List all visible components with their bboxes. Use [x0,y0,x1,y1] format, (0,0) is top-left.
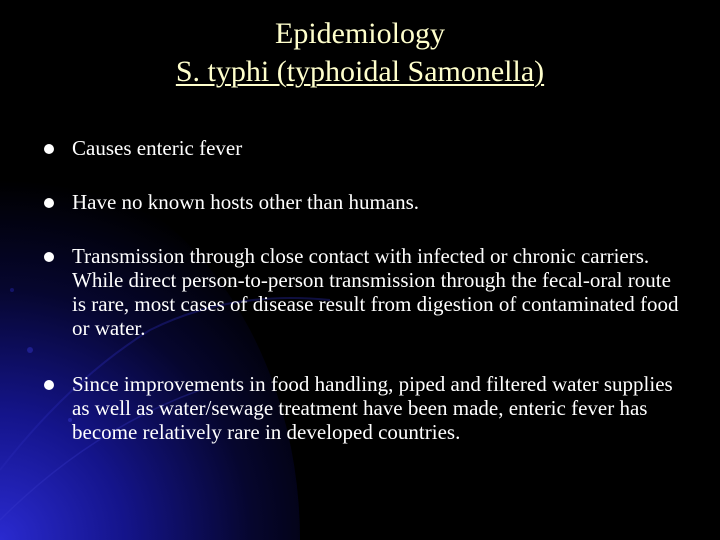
bullet-item [40,372,690,444]
bullet-item [40,244,690,340]
bullet-list [40,136,690,474]
bullet-text: Since improvements in food handling, piped and filtered water supplies as well as water/sewage treatment have been made, enteric fever has become relatively rare in developed countries. [72,372,673,444]
bullet-item [40,136,690,160]
bullet-item [40,190,690,214]
slide-title: Epidemiology [275,17,445,50]
bullet-icon [44,198,54,208]
bullet-text: Transmission through close contact with infected or chronic carriers. While direct person-to-person transmission through the fecal-oral route is rare, most cases of disease result from digestion of contaminated food or water. [72,244,679,340]
bullet-icon [44,252,54,262]
slide-subtitle: S. typhi (typhoidal Samonella) [175,55,545,88]
bullet-text: Have no known hosts other than humans. [72,190,420,214]
bullet-icon [44,144,54,154]
bullet-icon [44,380,54,390]
bullet-text: Causes enteric fever [72,136,243,160]
